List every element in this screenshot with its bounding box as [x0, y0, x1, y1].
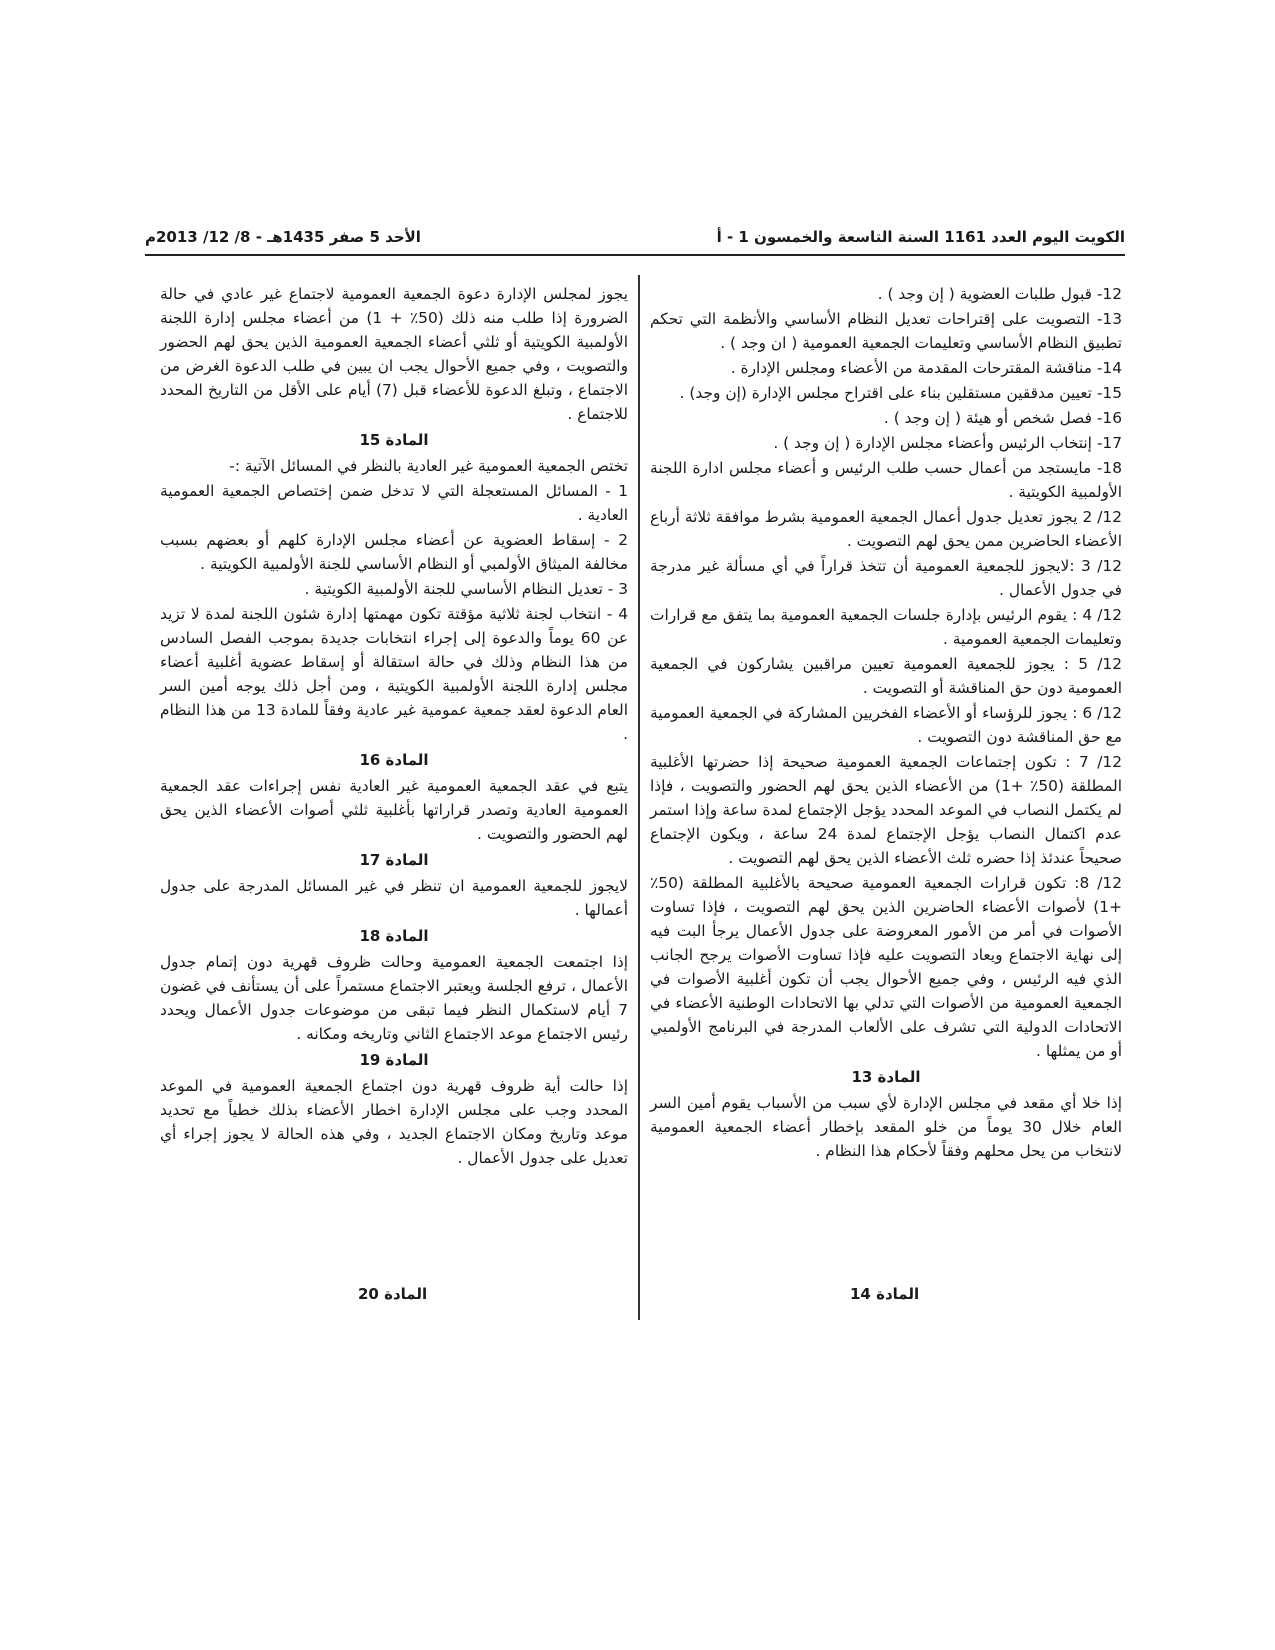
- left-paragraph: لايجوز للجمعية العمومية ان تنظر في غير المسائل المدرجة على جدول أعمالها .: [160, 877, 628, 919]
- right-column: [650, 282, 1122, 1164]
- right-paragraph: 18- مايستجد من أعمال حسب طلب الرئيس و أعضاء مجلس ادارة اللجنة الأولمبية الكويتية .: [650, 459, 1122, 501]
- right-paragraph: 12/ 8: تكون قرارات الجمعية العمومية صحيحة بالأغلبية المطلقة (50٪+1) لأصوات الأعضاء الحاضرين الذين يحق لهم التصويت ، فإذا تساوت الأصوات في أمر من الأمور المعروضة على جدول الأعمال يرجأ البت فيه إلى نهاية الاجتماع ويعاد التصويت عليه فإذا تساوت الأصوات يرجح الجانب الذي فيه الرئيس ، وفي جميع الأحوال يجب أن تكون أغلبية الأصوات في الجمعية العمومية من الأصوات التي تدلي بها الاتحادات الوطنية الأعضاء في الاتحادات الدولية التي تشرف على الألعاب المدرجة في البرنامج الأولمبي أو من يمثلها .: [650, 874, 1123, 1060]
- left-paragraph: يجوز لمجلس الإدارة دعوة الجمعية العمومية لاجتماع غير عادي في حالة الضرورة إذا طلب منه ذلك (50٪ + 1) من أعضاء مجلس إدارة اللجنة الأولمبية الكويتية أو ثلثي أعضاء الجمعية العمومية الذين يحق لهم الحضور والتصويت ، وفي جميع الأحوال يجب ان يبين في طلب الدعوة الغرض من الاجتماع ، وتبلغ الدعوة للأعضاء قبل (7) أيام على الأقل من التاريخ المحدد للاجتماع .: [160, 285, 628, 423]
- left-article-heading: المادة 17: [359, 851, 429, 869]
- left-paragraph: 1 - المسائل المستعجلة التي لا تدخل ضمن إختصاص الجمعية العمومية العادية .: [160, 482, 628, 524]
- right-paragraph: 17- إنتخاب الرئيس وأعضاء مجلس الإدارة ( إن وجد ) .: [773, 434, 1122, 452]
- column-divider: [638, 275, 640, 1320]
- right-paragraph: 12/ 5 : يجوز للجمعية العمومية تعيين مراقبين يشاركون في الجمعية العمومية دون حق المناقشة أو التصويت .: [650, 655, 1122, 697]
- article-20-heading: المادة 20: [358, 1285, 428, 1303]
- left-article-heading: المادة 15: [359, 431, 429, 449]
- right-article-heading: المادة 13: [851, 1068, 921, 1086]
- left-paragraph: إذا حالت أية ظروف قهرية دون اجتماع الجمعية العمومية في الموعد المحدد وجب على مجلس الإدارة اخطار الأعضاء بذلك خطياً مع تحديد موعد وتاريخ ومكان الاجتماع الجديد ، وفي هذه الحالة لا يجوز إجراء أي تعديل على جدول الأعمال .: [160, 1077, 628, 1167]
- right-paragraph: 12/ 3 :لايجوز للجمعية العمومية أن تتخذ قراراً في أي مسألة غير مدرجة في جدول الأعمال .: [650, 557, 1122, 599]
- right-paragraph: 12- قبول طلبات العضوية ( إن وجد ) .: [877, 285, 1122, 303]
- left-paragraph: إذا اجتمعت الجمعية العمومية وحالت ظروف قهرية دون إتمام جدول الأعمال ، ترفع الجلسة ويعتبر الاجتماع مستمراً على أن يستأنف في غضون 7 أيام لاستكمال النظر فيما تبقى من موضوعات جدول الأعمال ويحدد رئيس الاجتماع موعد الاجتماع الثاني وتاريخه ومكانه .: [160, 953, 628, 1043]
- left-paragraph: 2 - إسقاط العضوية عن أعضاء مجلس الإدارة كلهم أو بعضهم بسبب مخالفة الميثاق الأولمبي أو النظام الأساسي للجنة الأولمبية الكويتية .: [160, 531, 628, 573]
- right-paragraph: 13- التصويت على إقتراحات تعديل النظام الأساسي والأنظمة التي تحكم تطبيق النظام الأساسي وتعليمات الجمعية العمومية ( ان وجد ) .: [650, 310, 1122, 352]
- right-paragraph: 12/ 2 يجوز تعديل جدول أعمال الجمعية العمومية بشرط موافقة ثلاثة أرباع الأعضاء الحاضرين ممن يحق لهم التصويت .: [650, 508, 1123, 550]
- left-column: [160, 282, 628, 1171]
- page-header: [145, 228, 1125, 256]
- left-paragraph: 3 - تعديل النظام الأساسي للجنة الأولمبية الكويتية .: [304, 580, 628, 598]
- left-article-heading: المادة 18: [359, 927, 429, 945]
- right-paragraph: 15- تعيين مدققين مستقلين بناء على اقتراح مجلس الإدارة (إن وجد) .: [679, 384, 1122, 402]
- right-paragraph: 12/ 4 : يقوم الرئيس بإدارة جلسات الجمعية العمومية بما يتفق مع قرارات وتعليمات الجمعية العمومية .: [650, 606, 1122, 648]
- right-paragraph: إذا خلا أي مقعد في مجلس الإدارة لأي سبب من الأسباب يقوم أمين السر العام خلال 30 يوماً من خلو المقعد بإخطار أعضاء الجمعية العمومية لانتخاب من يحل محلهم وفقاً لأحكام هذا النظام .: [650, 1094, 1122, 1160]
- right-paragraph: 12/ 6 : يجوز للرؤساء أو الأعضاء الفخريين المشاركة في الجمعية العمومية مع حق المناقشة دون التصويت .: [650, 704, 1122, 746]
- article-14-heading: المادة 14: [850, 1285, 920, 1303]
- left-article-heading: المادة 16: [359, 751, 429, 769]
- left-paragraph: تختص الجمعية العمومية غير العادية بالنظر في المسائل الآتية :-: [229, 457, 628, 475]
- right-paragraph: 16- فصل شخص أو هيئة ( إن وجد ) .: [883, 409, 1122, 427]
- right-paragraph: 14- مناقشة المقترحات المقدمة من الأعضاء ومجلس الإدارة .: [730, 359, 1122, 377]
- left-article-heading: المادة 19: [359, 1051, 429, 1069]
- header-date: الأحد 5 صفر 1435هـ - 8/ 12/ 2013م: [145, 228, 421, 246]
- right-paragraph: 12/ 7 : تكون إجتماعات الجمعية العمومية صحيحة إذا حضرتها الأغلبية المطلقة (50٪ +1) من الأعضاء الذين يحق لهم الحضور والتصويت ، فإذا لم يكتمل النصاب في الموعد المحدد يؤجل الإجتماع لمدة ساعة وإذا استمر عدم اكتمال النصاب يؤجل الإجتماع لمدة 24 ساعة ، ويكون الإجتماع صحيحاً عندئذ إذا حضره ثلث الأعضاء الذين يحق لهم التصويت .: [650, 753, 1123, 867]
- left-paragraph: يتبع في عقد الجمعية العمومية غير العادية نفس إجراءات عقد الجمعية العمومية العادية وتصدر قراراتها بأغلبية ثلثي أصوات الأعضاء الذين يحق لهم الحضور والتصويت .: [160, 777, 628, 843]
- left-paragraph: 4 - انتخاب لجنة ثلاثية مؤقتة تكون مهمتها إدارة شئون اللجنة لمدة لا تزيد عن 60 يوماً والدعوة إلى إجراء انتخابات جديدة بموجب الفصل السادس من هذا النظام وذلك في حالة استقالة أو إسقاط عضوية أغلبية أعضاء مجلس إدارة اللجنة الأولمبية الكويتية ، ومن أجل ذلك يوجه أمين السر العام الدعوة لعقد جمعية عمومية غير عادية وفقاً للمادة 13 من هذا النظام .: [160, 605, 629, 743]
- header-issue-info: الكويت اليوم العدد 1161 السنة التاسعة والخمسون 1 - أ: [716, 228, 1125, 246]
